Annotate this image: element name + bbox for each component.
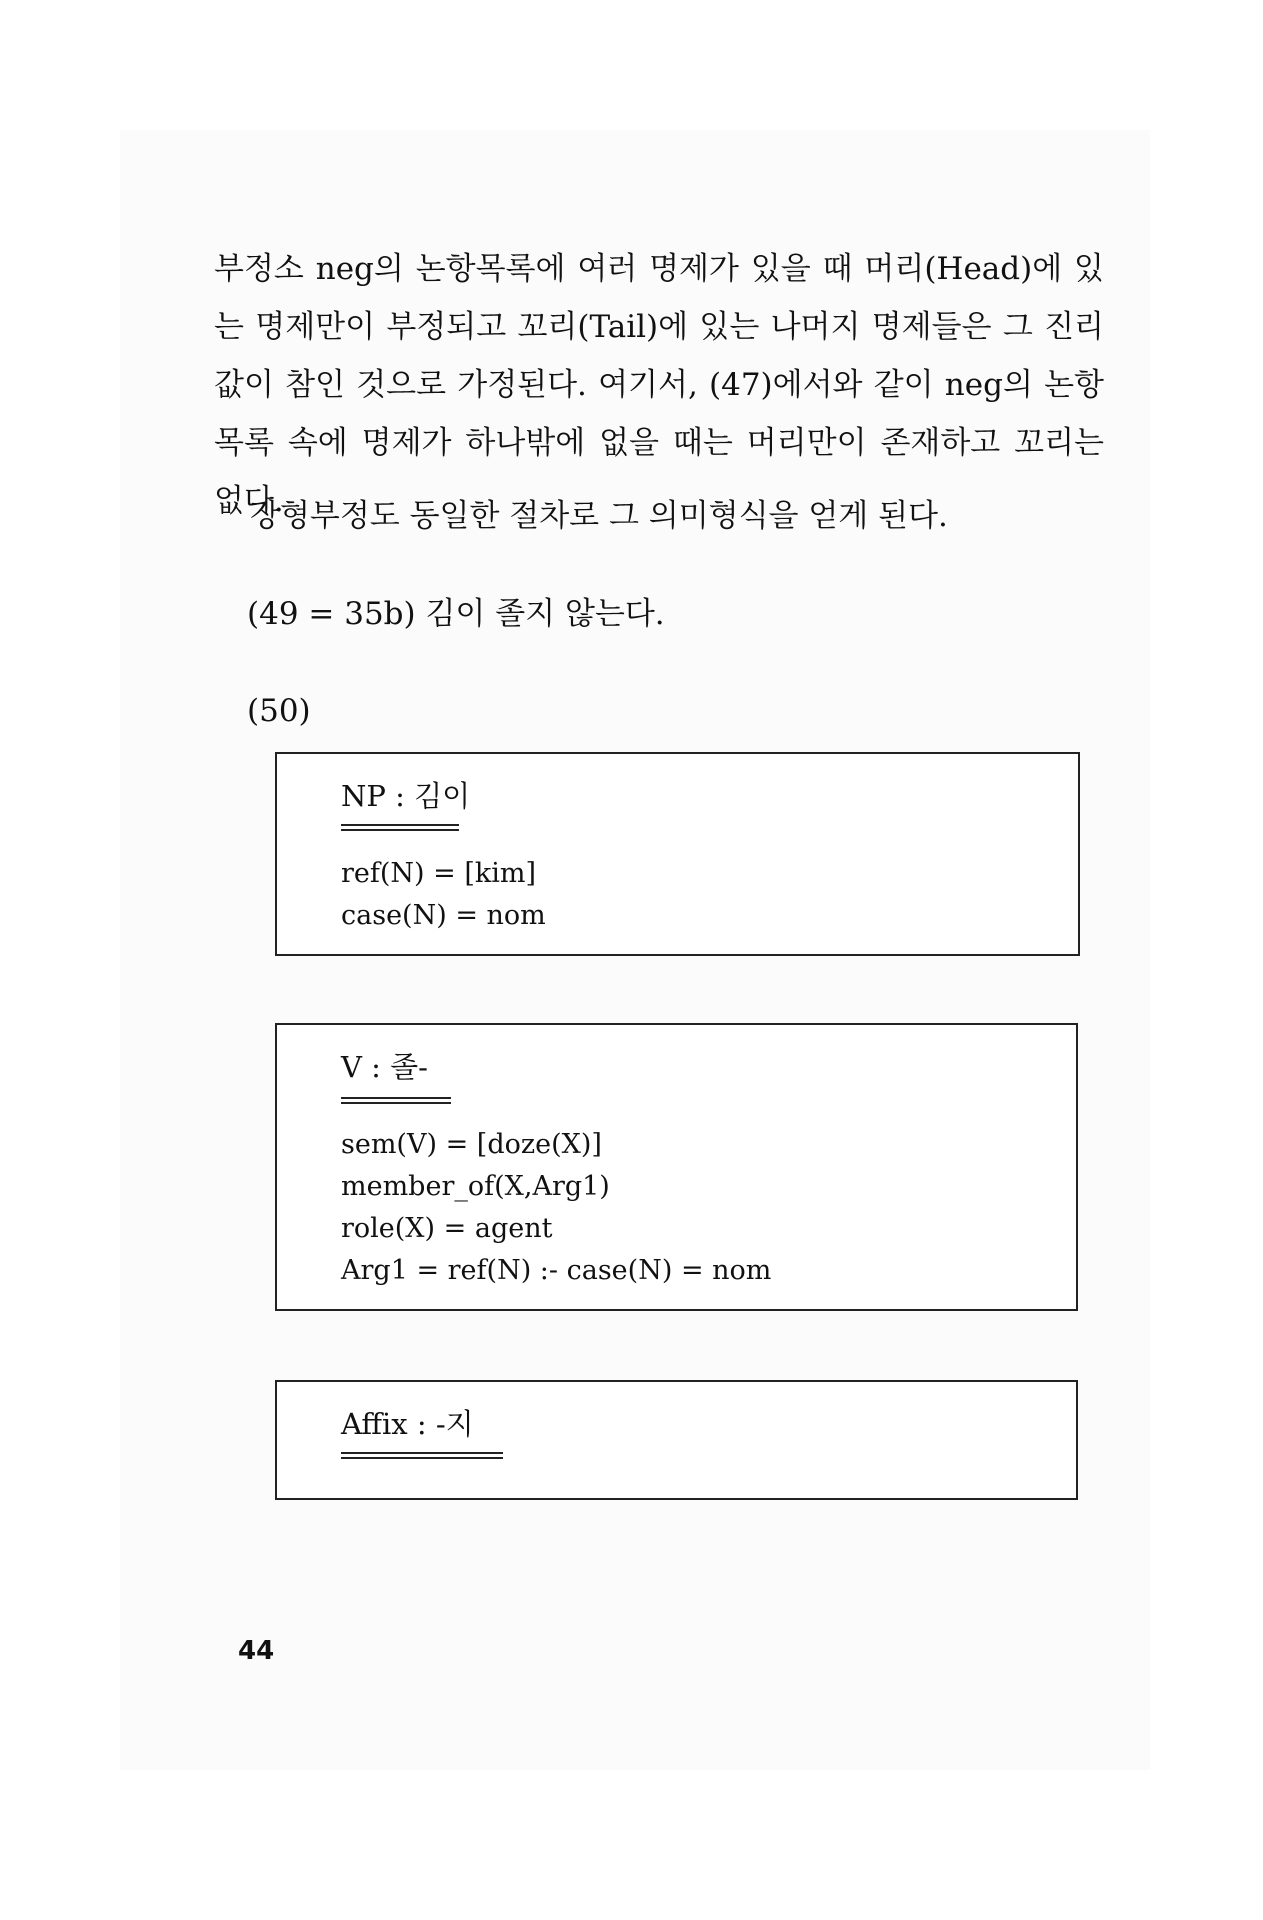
- v-feature-arg1: Arg1 = ref(N) :- case(N) = nom: [341, 1255, 772, 1286]
- affix-feature-box: [275, 1380, 1078, 1500]
- body-paragraph-2: 장형부정도 동일한 절차로 그 의미형식을 얻게 된다.: [250, 498, 948, 534]
- v-feature-member: member_of(X,Arg1): [341, 1171, 610, 1202]
- example-49: (49 = 35b) 김이 졸지 않는다.: [247, 596, 665, 632]
- v-feature-box: [275, 1023, 1078, 1311]
- body-paragraph-1: 부정소 neg의 논항목록에 여러 명제가 있을 때 머리(Head)에 있는 명제만이 부정되고 꼬리(Tail)에 있는 나머지 명제들은 그 진리값이 참인 것으로 가정된다. 여기서, (47)에서와 같이 neg의 논항목록 속에 명제가 하나밖에 없을 때는 머리만이 존재하고 꼬리는 없다.: [214, 251, 1104, 519]
- np-feature-box: [275, 752, 1080, 956]
- np-feature-ref: ref(N) = [kim]: [341, 858, 537, 889]
- page-number: 44: [238, 1636, 275, 1666]
- v-box-head: V : 졸-: [341, 1050, 428, 1084]
- double-rule: [341, 824, 459, 831]
- double-rule: [341, 1452, 503, 1459]
- example-50-label: (50): [247, 693, 311, 729]
- np-box-head: NP : 김이: [341, 779, 471, 813]
- v-feature-sem: sem(V) = [doze(X)]: [341, 1129, 602, 1160]
- v-feature-role: role(X) = agent: [341, 1213, 553, 1244]
- np-feature-case: case(N) = nom: [341, 900, 546, 931]
- affix-box-head: Affix : -지: [341, 1407, 474, 1441]
- double-rule: [341, 1097, 451, 1104]
